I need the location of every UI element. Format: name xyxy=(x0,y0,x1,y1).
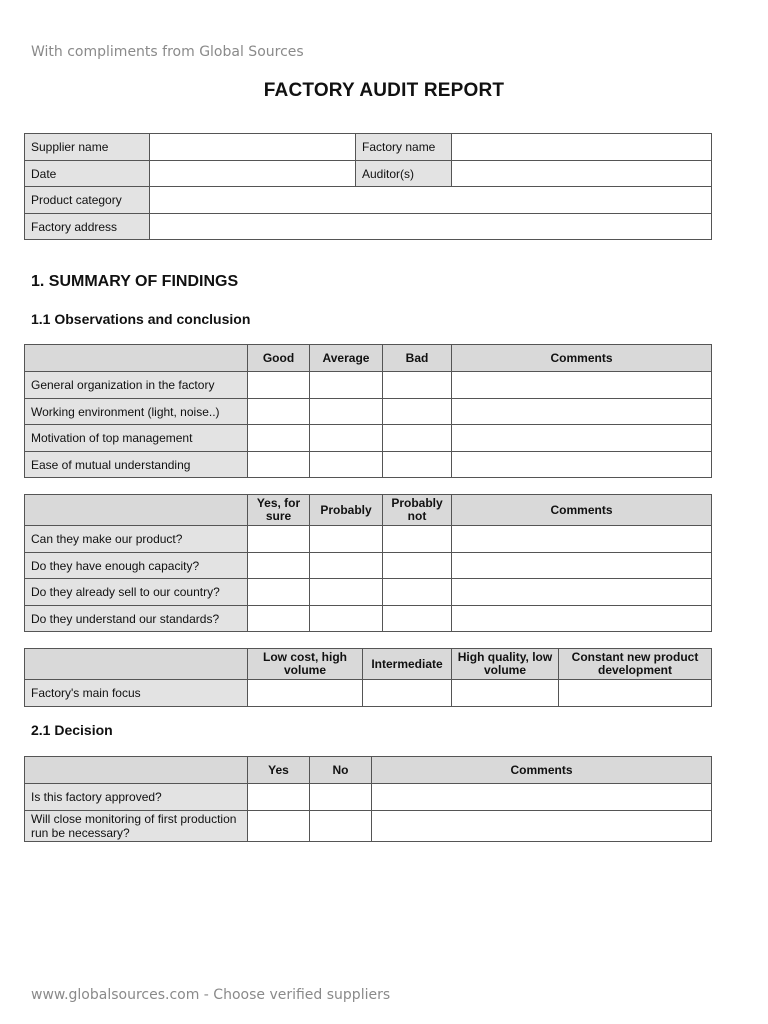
answer-cell[interactable] xyxy=(248,579,310,606)
capability-row-label: Do they have enough capacity? xyxy=(25,553,248,579)
comments-cell[interactable] xyxy=(452,606,712,632)
comments-cell[interactable] xyxy=(452,553,712,579)
factory-name-field[interactable] xyxy=(452,134,712,161)
section2-subtitle: 2.1 Decision xyxy=(31,722,113,738)
decision-corner xyxy=(25,757,248,784)
auditors-field[interactable] xyxy=(452,161,712,187)
rating-cell[interactable] xyxy=(383,425,452,452)
comments-cell[interactable] xyxy=(452,425,712,452)
decision-row-label: Is this factory approved? xyxy=(25,784,248,811)
observation-row-label: Working environment (light, noise..) xyxy=(25,399,248,425)
footer-text: www.globalsources.com - Choose verified suppliers xyxy=(31,987,391,1003)
answer-cell[interactable] xyxy=(248,606,310,632)
answer-cell[interactable] xyxy=(383,579,452,606)
header-comments: Comments xyxy=(452,495,712,526)
auditors-label: Auditor(s) xyxy=(356,161,452,187)
answer-cell[interactable] xyxy=(383,553,452,579)
header-comments: Comments xyxy=(452,345,712,372)
answer-cell[interactable] xyxy=(383,606,452,632)
decision-cell[interactable] xyxy=(310,811,372,842)
capability-row-label: Do they already sell to our country? xyxy=(25,579,248,606)
focus-row-label: Factory's main focus xyxy=(25,680,248,707)
section1-subtitle: 1.1 Observations and conclusion xyxy=(31,311,251,327)
observations-corner xyxy=(25,345,248,372)
comments-cell[interactable] xyxy=(452,399,712,425)
observation-row-label: Ease of mutual understanding xyxy=(25,452,248,478)
date-label: Date xyxy=(25,161,150,187)
rating-cell[interactable] xyxy=(248,399,310,425)
focus-table xyxy=(24,648,712,707)
header-average: Average xyxy=(310,345,383,372)
answer-cell[interactable] xyxy=(310,606,383,632)
observation-row-label: General organization in the factory xyxy=(25,372,248,399)
answer-cell[interactable] xyxy=(310,553,383,579)
factory-name-label: Factory name xyxy=(356,134,452,161)
decision-cell[interactable] xyxy=(310,784,372,811)
focus-cell[interactable] xyxy=(452,680,559,707)
header-yes: Yes xyxy=(248,757,310,784)
factory-address-label: Factory address xyxy=(25,214,150,240)
focus-cell[interactable] xyxy=(363,680,452,707)
header-intermediate: Intermediate xyxy=(363,649,452,680)
supplier-name-label: Supplier name xyxy=(25,134,150,161)
comments-cell[interactable] xyxy=(452,526,712,553)
compliments-text: With compliments from Global Sources xyxy=(31,44,304,60)
header-no: No xyxy=(310,757,372,784)
header-low-cost: Low cost, high volume xyxy=(248,649,363,680)
answer-cell[interactable] xyxy=(310,526,383,553)
date-field[interactable] xyxy=(150,161,356,187)
rating-cell[interactable] xyxy=(310,399,383,425)
header-high-quality: High quality, low volume xyxy=(452,649,559,680)
supplier-name-field[interactable] xyxy=(150,134,356,161)
header-probably-not: Probably not xyxy=(383,495,452,526)
supplier-info-table xyxy=(24,133,712,240)
product-category-label: Product category xyxy=(25,187,150,214)
rating-cell[interactable] xyxy=(248,372,310,399)
rating-cell[interactable] xyxy=(383,372,452,399)
report-title: FACTORY AUDIT REPORT xyxy=(263,80,505,101)
header-bad: Bad xyxy=(383,345,452,372)
capability-row-label: Can they make our product? xyxy=(25,526,248,553)
observations-table xyxy=(24,344,712,478)
focus-cell[interactable] xyxy=(559,680,712,707)
rating-cell[interactable] xyxy=(248,425,310,452)
header-good: Good xyxy=(248,345,310,372)
answer-cell[interactable] xyxy=(383,526,452,553)
comments-cell[interactable] xyxy=(372,784,712,811)
rating-cell[interactable] xyxy=(310,452,383,478)
observation-row-label: Motivation of top management xyxy=(25,425,248,452)
rating-cell[interactable] xyxy=(383,399,452,425)
comments-cell[interactable] xyxy=(372,811,712,842)
decision-cell[interactable] xyxy=(248,811,310,842)
factory-address-field[interactable] xyxy=(150,214,712,240)
focus-cell[interactable] xyxy=(248,680,363,707)
comments-cell[interactable] xyxy=(452,372,712,399)
comments-cell[interactable] xyxy=(452,579,712,606)
product-category-field[interactable] xyxy=(150,187,712,214)
capability-table xyxy=(24,494,712,632)
rating-cell[interactable] xyxy=(310,372,383,399)
rating-cell[interactable] xyxy=(248,452,310,478)
header-yes-for-sure: Yes, for sure xyxy=(248,495,310,526)
comments-cell[interactable] xyxy=(452,452,712,478)
capability-row-label: Do they understand our standards? xyxy=(25,606,248,632)
rating-cell[interactable] xyxy=(383,452,452,478)
decision-table xyxy=(24,756,712,842)
answer-cell[interactable] xyxy=(248,526,310,553)
section1-title: 1. SUMMARY OF FINDINGS xyxy=(31,273,239,290)
header-new-product: Constant new product development xyxy=(559,649,712,680)
focus-corner xyxy=(25,649,248,680)
rating-cell[interactable] xyxy=(310,425,383,452)
answer-cell[interactable] xyxy=(248,553,310,579)
answer-cell[interactable] xyxy=(310,579,383,606)
header-comments: Comments xyxy=(372,757,712,784)
decision-cell[interactable] xyxy=(248,784,310,811)
decision-row-label: Will close monitoring of first production run be necessary? xyxy=(25,811,248,842)
capability-corner xyxy=(25,495,248,526)
header-probably: Probably xyxy=(310,495,383,526)
